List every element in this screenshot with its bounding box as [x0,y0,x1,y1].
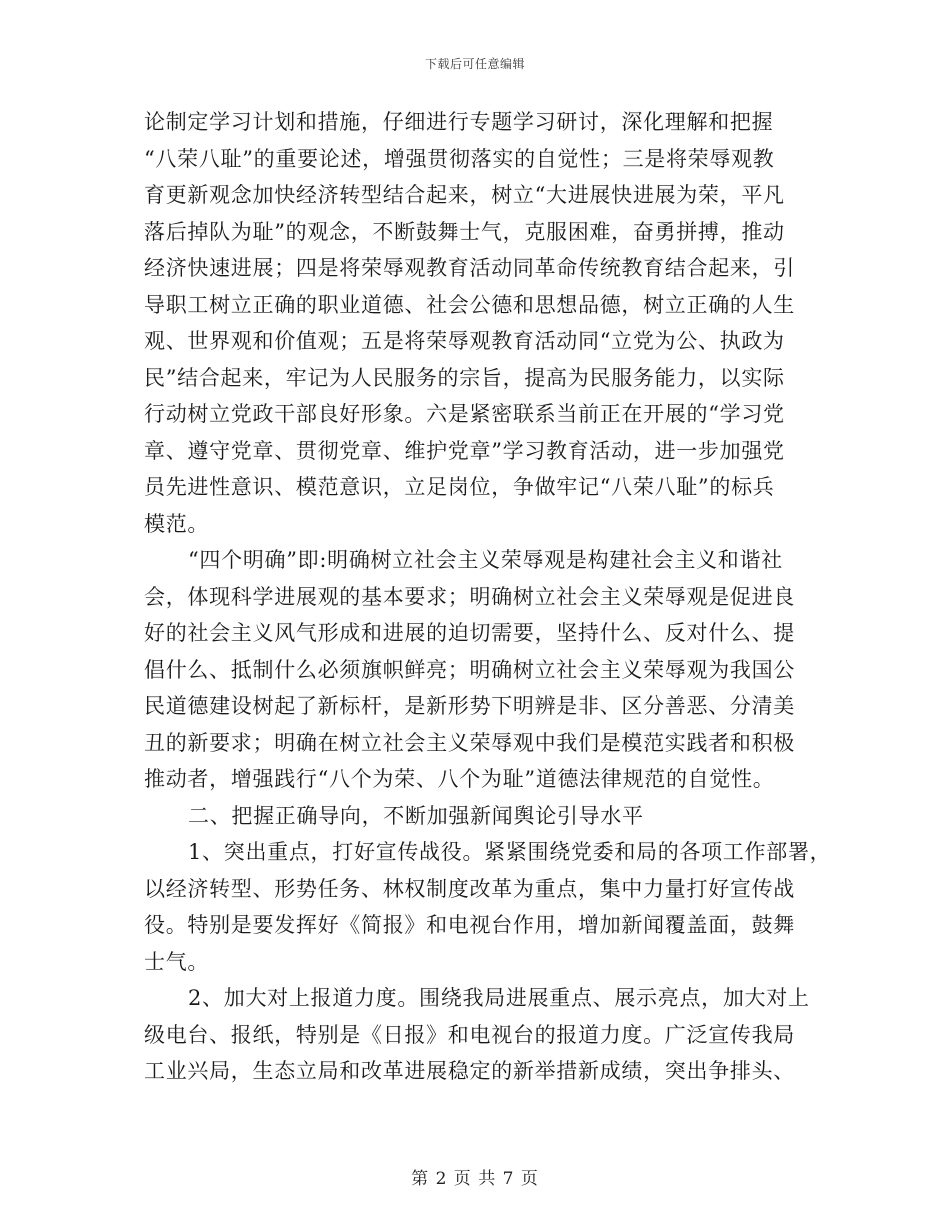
body-line: 导职工树立正确的职业道德、社会公德和思想品德，树立正确的人生 [144,292,795,317]
body-line: 推动者，增强践行“八个为荣、八个为耻”道德法律规范的自觉性。 [144,767,775,791]
body-line: 以经济转型、形势任务、林权制度改革为重点，集中力量打好宣传战 [144,876,795,901]
paragraph-start-line: 1、突出重点，打好宣传战役。紧紧围绕党委和局的各项工作部署， [188,840,832,864]
body-line: 育更新观念加快经济转型结合起来，树立“大进展快进展为荣，平凡 [144,183,785,207]
body-line: 章、遵守党章、贯彻党章、维护党章”学习教育活动，进一步加强党 [144,438,785,463]
page-number-footer: 第 2 页 共 7 页 [411,1169,539,1189]
body-line: 好的社会主义风气形成和进展的迫切需要，坚持什么、反对什么、提 [144,621,795,645]
paragraph-start-line: 2、加大对上报道力度。围绕我局进展重点、展示亮点，加大对上 [188,986,810,1010]
body-line: 经济快速进展；四是将荣辱观教育活动同革命传统教育结合起来，引 [144,256,795,280]
body-line: 民道德建设树起了新标杆，是新形势下明辨是非、区分善恶、分清美 [144,694,795,718]
body-line: 倡什么、抵制什么必须旗帜鲜亮；明确树立社会主义荣辱观为我国公 [144,657,795,682]
body-line: 行动树立党政干部良好形象。六是紧密联系当前正在开展的“学习党 [144,402,785,426]
body-line: 士气。 [144,949,210,974]
body-line: 论制定学习计划和措施，仔细进行专题学习研讨，深化理解和把握 [144,110,774,134]
body-line: 落后掉队为耻”的观念，不断鼓舞士气，克服困难，奋勇拼搏，推动 [144,219,785,244]
body-line: “八荣八耻”的重要论述，增强贯彻落实的自觉性；三是将荣辱观教 [144,146,775,171]
body-line: 丑的新要求；明确在树立社会主义荣辱观中我们是模范实践者和积极 [144,730,795,755]
page-header: 下载后可任意编辑 [424,57,525,71]
body-line: 员先进性意识、模范意识，立足岗位，争做牢记“八荣八耻”的标兵 [144,475,775,499]
body-line: 会，体现科学进展观的基本要求；明确树立社会主义荣辱观是促进良 [144,584,795,609]
document-body [144,104,834,1090]
body-line: 民”结合起来，牢记为人民服务的宗旨，提高为民服务能力，以实际 [144,365,785,390]
body-line: 工业兴局，生态立局和改革进展稳定的新举措新成绩，突出争排头、 [144,1059,795,1083]
body-line: 模范。 [144,511,210,536]
body-line: 役。特别是要发挥好《简报》和电视台作用，增加新闻覆盖面，鼓舞 [144,913,795,937]
body-line: 级电台、报纸，特别是《日报》和电视台的报道力度。广泛宣传我局 [144,1022,795,1047]
section-heading: 二、把握正确导向，不断加强新闻舆论引导水平 [188,803,644,828]
body-line: 观、世界观和价值观；五是将荣辱观教育活动同“立党为公、执政为 [144,329,785,353]
paragraph-start-line: “四个明确”即:明确树立社会主义荣辱观是构建社会主义和谐社 [188,548,783,572]
